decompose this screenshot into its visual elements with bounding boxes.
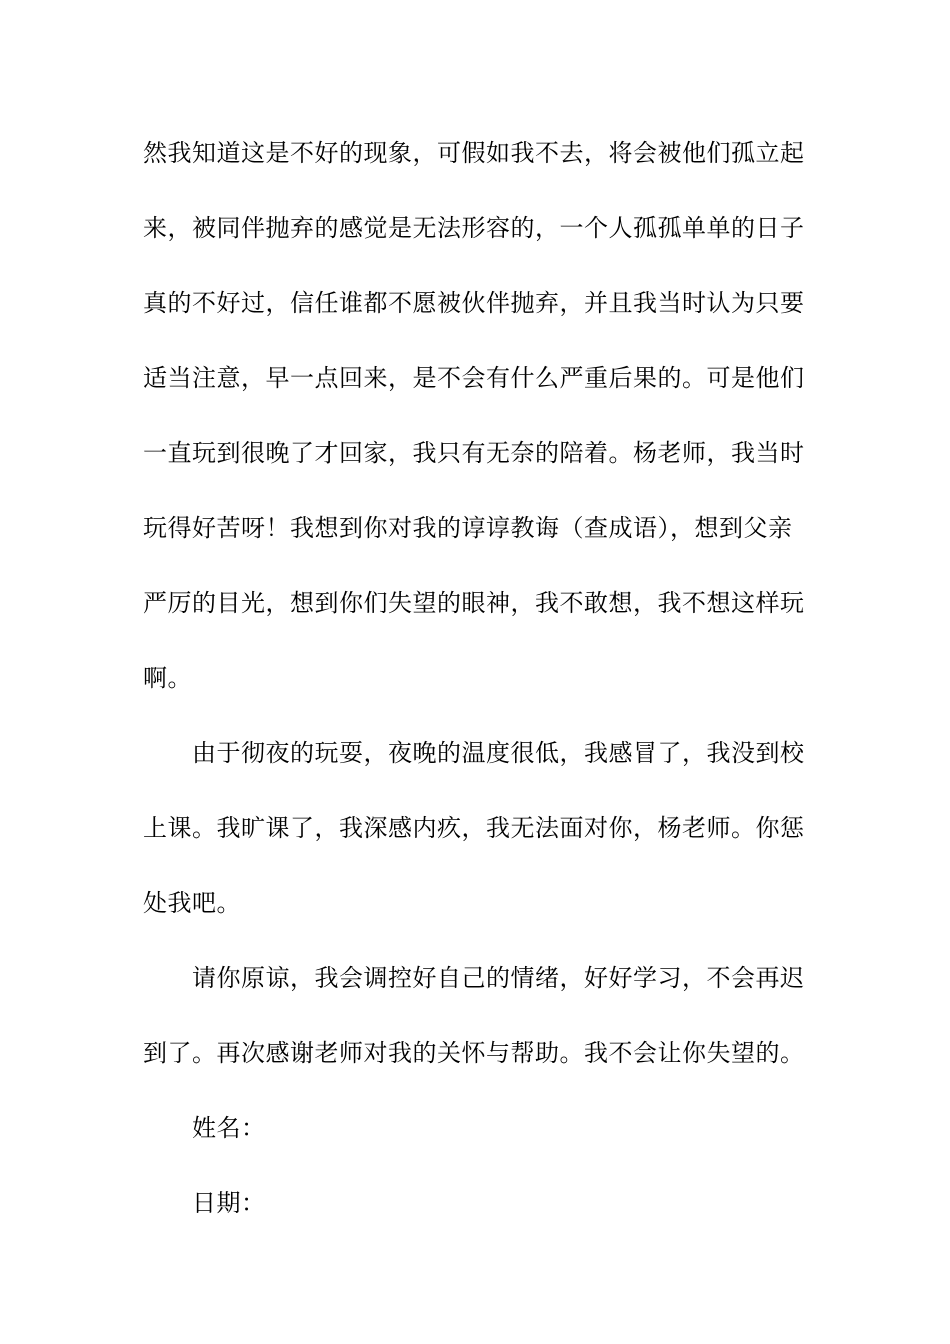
- name-label: 姓名：: [192, 1114, 266, 1142]
- text-line: 由于彻夜的玩耍，夜晚的温度很低，我感冒了，我没到校: [192, 739, 805, 767]
- text-line: 玩得好苦呀！我想到你对我的谆谆教诲（查成语），想到父亲: [143, 514, 793, 542]
- text-line: 然我知道这是不好的现象，可假如我不去，将会被他们孤立起: [143, 139, 805, 167]
- text-line: 真的不好过，信任谁都不愿被伙伴抛弃，并且我当时认为只要: [143, 289, 805, 317]
- text-line: 一直玩到很晚了才回家，我只有无奈的陪着。杨老师，我当时: [143, 439, 805, 467]
- text-line: 请你原谅，我会调控好自己的情绪，好好学习，不会再迟: [192, 964, 805, 992]
- text-line: 处我吧。: [143, 889, 241, 917]
- text-line: 适当注意，早一点回来，是不会有什么严重后果的。可是他们: [143, 364, 805, 392]
- text-line: 啊。: [143, 664, 192, 692]
- text-line: 上课。我旷课了，我深感内疚，我无法面对你，杨老师。你惩: [143, 814, 805, 842]
- text-line: 来，被同伴抛弃的感觉是无法形容的，一个人孤孤单单的日子: [143, 214, 805, 242]
- date-label: 日期：: [192, 1189, 266, 1217]
- text-line: 到了。再次感谢老师对我的关怀与帮助。我不会让你失望的。: [143, 1039, 805, 1067]
- text-line: 严厉的目光，想到你们失望的眼神，我不敢想，我不想这样玩: [143, 589, 805, 617]
